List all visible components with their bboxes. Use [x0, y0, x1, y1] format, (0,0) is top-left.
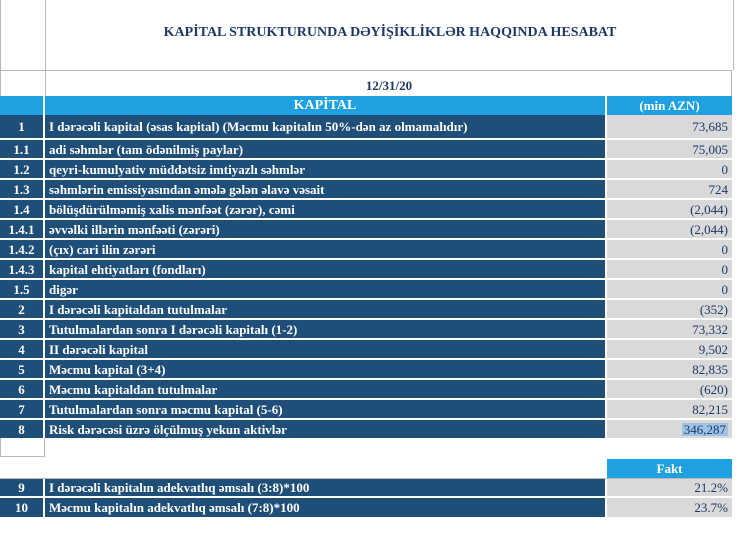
row-value: (2,044) — [607, 200, 732, 218]
row-label: Tutulmalardan sonra məcmu kapital (5-6) — [45, 400, 607, 418]
table-row — [0, 240, 732, 260]
row-value: 23.7% — [607, 498, 732, 517]
table-row — [0, 340, 732, 360]
row-number: 1.5 — [0, 280, 45, 298]
row-value: 82,835 — [607, 360, 732, 378]
table-row — [0, 400, 732, 420]
row-label: digər — [45, 280, 607, 298]
row-number: 1.4.3 — [0, 260, 45, 278]
row-label: Tutulmalardan sonra I dərəcəli kapitalı (1-2) — [45, 320, 607, 338]
table-row — [0, 140, 732, 160]
row-label: səhmlərin emissiyasından əmələ gələn əlavə vəsait — [45, 180, 607, 198]
row-value: 21.2% — [607, 479, 732, 496]
row-label: əvvəlki illərin mənfəəti (zərəri) — [45, 220, 607, 238]
row-value: 9,502 — [607, 340, 732, 358]
row-number: 1.4 — [0, 200, 45, 218]
row-number: 2 — [0, 300, 45, 318]
row-number: 1.1 — [0, 140, 45, 158]
row-number: 1.2 — [0, 160, 45, 178]
row-value: (2,044) — [607, 220, 732, 238]
row-label: II dərəcəli kapital — [45, 340, 607, 358]
table-row — [0, 280, 732, 300]
row-label: (çıx) cari ilin zərəri — [45, 240, 607, 258]
selected-value: 346,287 — [683, 421, 726, 437]
row-value: 0 — [607, 240, 732, 258]
row-label: kapital ehtiyatları (fondları) — [45, 260, 607, 278]
date-row — [0, 70, 732, 96]
table-row — [0, 260, 732, 280]
row-number: 9 — [0, 479, 45, 496]
row-number: 10 — [0, 498, 45, 517]
table-row — [0, 320, 732, 340]
row-label: bölüşdürülməmiş xalis mənfəət (zərər), cəmi — [45, 200, 607, 218]
header-label: KAPİTAL — [45, 96, 607, 115]
header-number-cell — [0, 96, 45, 115]
report-title: KAPİTAL STRUKTURUNDA DƏYİŞİKLİKLƏR HAQQINDA HESABAT — [163, 25, 617, 40]
table-row — [0, 360, 732, 380]
fakt-header: Fakt — [607, 459, 732, 478]
row-label: Məcmu kapitalın adekvatlıq əmsalı (7:8)*100 — [45, 498, 607, 517]
row-label: I dərəcəli kapital (əsas kapital) (Məcmu kapitalın 50%-dən az olmamalıdır) — [45, 115, 607, 138]
table-row — [0, 380, 732, 400]
row-value: (620) — [607, 380, 732, 398]
table-header — [0, 96, 732, 115]
row-value — [607, 420, 732, 438]
row-number: 6 — [0, 380, 45, 398]
row-number: 8 — [0, 420, 45, 438]
row-value: 73,332 — [607, 320, 732, 338]
row-number: 3 — [0, 320, 45, 338]
row-label: I dərəcəli kapitaldan tutulmalar — [45, 300, 607, 318]
row-label: qeyri-kumulyativ müddətsiz imtiyazlı səhmlər — [45, 160, 607, 178]
table-row — [0, 200, 732, 220]
row-value: 73,685 — [607, 115, 732, 138]
row-value: 75,005 — [607, 140, 732, 158]
ratio-row — [0, 498, 732, 517]
ratio-row — [0, 479, 732, 498]
header-unit: (min AZN) — [607, 96, 732, 115]
row-number: 4 — [0, 340, 45, 358]
table-row — [0, 180, 732, 200]
row-number: 1.4.1 — [0, 220, 45, 238]
row-number: 5 — [0, 360, 45, 378]
column-divider — [45, 0, 46, 70]
row-value: (352) — [607, 300, 732, 318]
row-label: adi səhmlər (tam ödənilmiş paylar) — [45, 140, 607, 158]
table-row — [0, 160, 732, 180]
column-divider — [45, 71, 46, 97]
table-row — [0, 420, 732, 438]
row-label: Məcmu kapital (3+4) — [45, 360, 607, 378]
row-value: 0 — [607, 160, 732, 178]
row-value: 82,215 — [607, 400, 732, 418]
row-number: 1 — [0, 115, 45, 138]
report-date: 12/31/20 — [365, 78, 413, 93]
row-value: 0 — [607, 260, 732, 278]
row-label: Risk dərəcəsi üzrə ölçülmuş yekun aktivlər — [45, 420, 607, 438]
row-number: 1.3 — [0, 180, 45, 198]
row-label: I dərəcəli kapitalın adekvatlıq əmsalı (3:8)*100 — [45, 479, 607, 496]
empty-cell — [0, 438, 45, 457]
row-value: 724 — [607, 180, 732, 198]
row-value: 0 — [607, 280, 732, 298]
table-row — [0, 300, 732, 320]
table-row — [0, 220, 732, 240]
row-number: 1.4.2 — [0, 240, 45, 258]
row-label: Məcmu kapitaldan tutulmalar — [45, 380, 607, 398]
title-area — [0, 0, 734, 70]
table-row — [0, 115, 732, 140]
row-number: 7 — [0, 400, 45, 418]
